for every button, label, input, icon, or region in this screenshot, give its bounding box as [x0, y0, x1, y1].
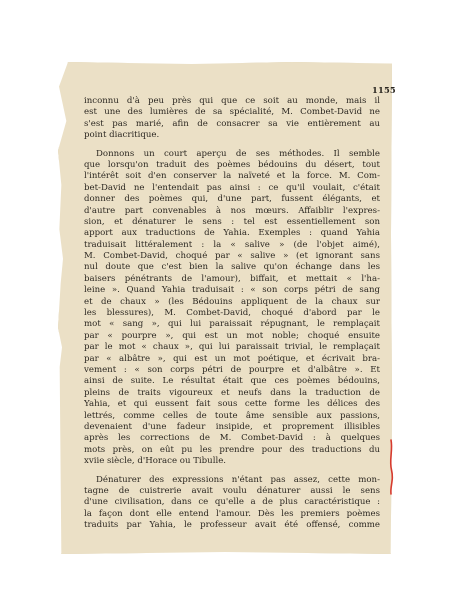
text-line: est une des lumières de sa spécialité, M. Combet-David ne — [84, 107, 380, 118]
text-line: devenaient d'une fadeur insipide, et proprement illisibles — [84, 421, 380, 432]
text-line: par « pourpre », qui est un mot noble; choqué ensuite — [84, 330, 380, 341]
text-line: que lorsqu'on traduit des poèmes bédouins du désert, tout — [84, 159, 380, 170]
text-line: bet-David ne l'entendait pas ainsi : ce qu'il voulait, c'était — [84, 182, 380, 193]
text-line: lettrés, comme celles de toute âme sensible aux passions, — [84, 410, 380, 421]
text-line: d'une civilisation, dans ce qu'elle a de plus caractéristique : — [84, 497, 380, 508]
text-line: traduits par Yahia, le professeur avait été offensé, comme — [84, 520, 380, 531]
text-line: vement : « son corps pétri de pourpre et d'albâtre ». Et — [84, 364, 380, 375]
red-pencil-margin-mark — [385, 438, 397, 496]
text-line: point diacritique. — [84, 130, 160, 141]
text-line: Dénaturer des expressions n'étant pas assez, cette mon- — [96, 474, 380, 485]
page-number: 1155 — [372, 85, 396, 95]
text-line: par « albâtre », qui est un mot poétique, et écrivait bra- — [84, 353, 380, 364]
text-line: et de chaux » (les Bédouins appliquent de la chaux sur — [84, 296, 380, 307]
text-line: leine ». Quand Yahia traduisait : « son corps pétri de sang — [84, 285, 380, 296]
text-line: Donnons un court aperçu de ses méthodes. Il semble — [96, 148, 380, 159]
text-line: inconnu d'à peu près qui que ce soit au monde, mais il — [84, 96, 380, 106]
text-line: ainsi de suite. Le résultat était que ces poèmes bédouins, — [84, 376, 380, 387]
text-line: la façon dont elle entend l'amour. Dès les premiers poèmes — [84, 508, 380, 519]
text-line: après les corrections de M. Combet-David : à quelques — [84, 433, 380, 444]
text-line: traduisait littéralement : la « salive » (de l'objet aimé), — [84, 239, 380, 250]
text-line: Yahia, et qui eussent fait sous cette forme les délices des — [84, 399, 380, 410]
text-line: par le mot « chaux », qui lui paraissait trivial, le remplaçait — [84, 342, 380, 353]
text-line: apport aux traductions de Yahia. Exemples : quand Yahia — [84, 228, 380, 239]
text-line: les blessures), M. Combet-David, choqué d'abord par le — [84, 308, 380, 319]
text-line: baisers pénétrants de l'amour), biffait, et mettait « l'ha- — [84, 273, 380, 284]
text-line: d'autre part convenables à nos mœurs. Affaiblir l'expres- — [84, 205, 380, 216]
text-line: l'intérêt soit d'en conserver la naïveté et la force. M. Com- — [84, 171, 380, 182]
text-line: mots près, on eût pu les prendre pour des traductions du — [84, 444, 380, 455]
text-line: tagne de cuistrerie avait voulu dénaturer aussi le sens — [84, 485, 380, 496]
text-line: sion, et dénaturer le sens : tel est essentiellement son — [84, 216, 380, 227]
text-line: nul doute que c'est bien la salive qu'on échange dans les — [84, 262, 380, 273]
paragraph-2 — [84, 149, 380, 468]
text-line: M. Combet-David, choqué par « salive » (et ignorant sans — [84, 251, 380, 262]
paragraph-3 — [84, 475, 380, 532]
text-line: pleins de traits vigoureux et neufs dans la traduction de — [84, 387, 380, 398]
text-line: mot « sang », qui lui paraissait répugnant, le remplaçait — [84, 319, 380, 330]
paragraph-1 — [84, 96, 380, 142]
text-line: donner des poèmes qui, d'une part, fussent élégants, et — [84, 194, 380, 205]
text-body — [84, 96, 380, 538]
text-line: s'est pas marié, afin de consacrer sa vie entièrement au — [84, 118, 380, 129]
text-line: xviie siècle, d'Horace ou Tibulle. — [84, 456, 227, 467]
